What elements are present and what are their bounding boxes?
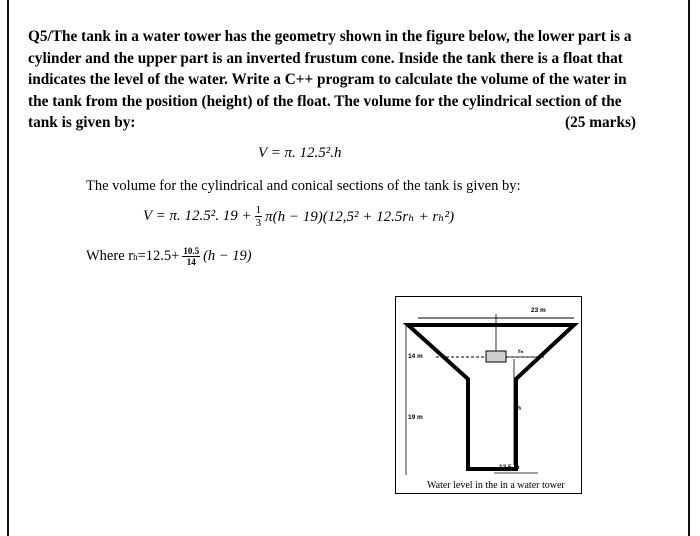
- radius-fraction: [182, 246, 200, 267]
- fraction-denominator: 3: [255, 217, 262, 229]
- fraction-numerator: 1: [255, 204, 262, 216]
- label-bottom-width: 12.5 m: [499, 464, 520, 471]
- label-frustum-height: 14 m: [408, 353, 423, 360]
- marks-label: (25 marks): [565, 114, 636, 131]
- cylinder-volume-formula: V = π. 12.5².h: [258, 145, 342, 161]
- right-border: [688, 0, 690, 536]
- question-text: Q5/The tank in a water tower has the geometry shown in the figure below, the lower part is a cylinder and the upper part is an inverted frustum cone. Inside the tank there is a float that indicates the level of the water. Write a C++ program to calculate the volume of the water in the tank from the position (height) of the float. The volume for the cylindrical section of the tank is given by:: [28, 28, 632, 131]
- formula-left: V = π. 12.5². 19 +: [143, 208, 252, 224]
- figure-caption: Water level in the in a water tower: [427, 480, 565, 491]
- where-mid: =12.5+: [137, 248, 180, 264]
- where-prefix: Where r: [86, 248, 134, 264]
- label-h: h: [517, 405, 521, 412]
- formula-right: π(h − 19)(12,5² + 12.5rₕ + rₕ²): [265, 209, 455, 225]
- one-third-fraction: [255, 204, 263, 229]
- radius-fraction-numerator: 10.5: [183, 246, 200, 256]
- radius-formula: [86, 246, 252, 267]
- question-block: [28, 26, 636, 134]
- label-radius: rₕ: [518, 348, 524, 355]
- left-border: [7, 0, 9, 536]
- label-top-width: 23 m: [531, 307, 546, 314]
- float-box: [486, 351, 506, 362]
- where-suffix: (h − 19): [203, 248, 252, 264]
- tank-outline: [408, 325, 574, 469]
- where-subscript: h: [133, 251, 138, 262]
- label-cyl-height: 19 m: [408, 414, 423, 421]
- water-tower-figure: [395, 296, 582, 494]
- description-text: The volume for the cylindrical and conical sections of the tank is given by:: [86, 178, 521, 194]
- radius-fraction-denominator: 14: [186, 257, 196, 267]
- tank-diagram: [396, 297, 581, 493]
- full-volume-formula: [143, 204, 454, 229]
